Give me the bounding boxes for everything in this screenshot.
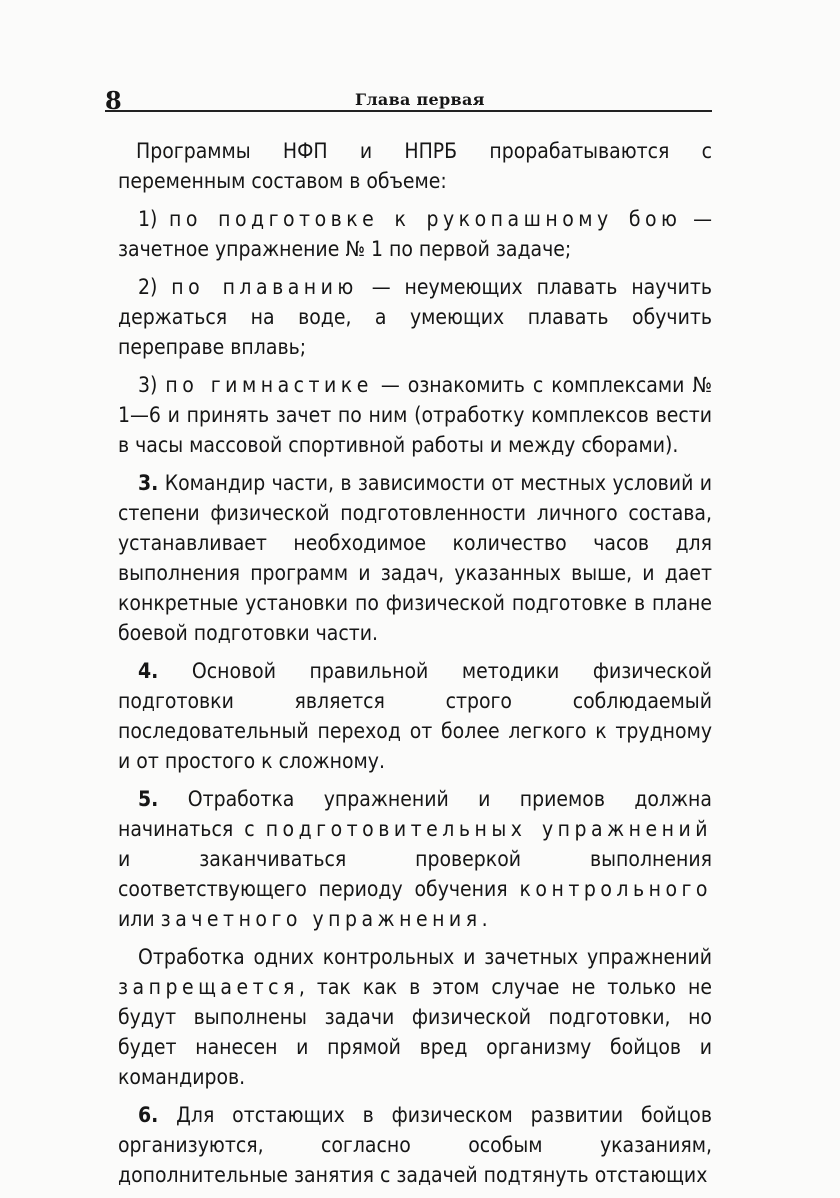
paragraph-number: 4. xyxy=(138,659,159,683)
header-rule xyxy=(105,110,712,112)
list-item-text: — неумеющих плавать научить держаться на воде, а умеющих плавать обучить переправе вплавь; xyxy=(118,275,713,359)
paragraph-number: 5. xyxy=(138,787,159,811)
emphasis-spaced: контрольного xyxy=(519,877,712,901)
paragraph-text: Программы НФП и НПРБ прорабатываются с переменным составом в объеме: xyxy=(118,139,712,193)
list-item-text: — зачетное упражнение № 1 по первой задаче; xyxy=(118,207,713,261)
page-number: 8 xyxy=(105,86,122,115)
paragraph-text: Основой правильной методики физической подготовки является строго соблюдаемый последовательный переход от более легкого к трудному и от простого к сложному. xyxy=(118,659,712,773)
list-item-text: — ознакомить с комплексами № 1—6 и принять зачет по ним (отработку комплексов вести в часы массовой спортивной работы и между сборами). xyxy=(118,373,713,457)
paragraph-number: 3. xyxy=(138,471,159,495)
list-item-gymnastics xyxy=(118,370,712,460)
body-text xyxy=(118,136,712,1198)
paragraph-text: Отработка упражнений и приемов должна начинаться с xyxy=(118,787,712,841)
paragraph-text: или xyxy=(118,907,161,931)
paragraph-5-continued xyxy=(118,942,712,1092)
paragraph-text: , так как в этом случае не только не будут выполнены задачи физической подготовки, но будет нанесен и прямой вред организму бойцов и командиров. xyxy=(118,975,712,1089)
paragraph-intro xyxy=(118,136,712,196)
emphasis-spaced: зачетного упражнения xyxy=(160,907,482,931)
paragraph-text: Для отстающих в физическом развитии бойцов организуются, согласно особым указаниям, дополнительные занятия с задачей подтянуть отстающих xyxy=(118,1103,712,1187)
emphasis-spaced: подготовительных упражнений xyxy=(265,817,712,841)
list-marker: 1) xyxy=(138,207,170,231)
running-title: Глава первая xyxy=(355,90,485,109)
paragraph-number: 6. xyxy=(138,1103,159,1127)
emphasis-spaced: по гимнастике xyxy=(165,373,373,397)
list-marker: 3) xyxy=(138,373,166,397)
paragraph-text: Отработка одних контрольных и зачетных упражнений xyxy=(138,945,712,969)
paragraph-text: и заканчиваться проверкой выполнения соответствующего периоду обучения xyxy=(118,847,712,901)
emphasis-spaced: по подготовке к рукопашному бою xyxy=(169,207,682,231)
paragraph-5 xyxy=(118,784,712,934)
paragraph-4 xyxy=(118,656,712,776)
list-item-swimming xyxy=(118,272,712,362)
paragraph-text: Командир части, в зависимости от местных условий и степени физической подготовленности личного состава, устанавливает необходимое количество часов для выполнения программ и задач, указанных выше, и дает конкретные установки по физической подготовке в плане боевой подготовки части. xyxy=(118,471,712,645)
emphasis-spaced: запрещается xyxy=(118,975,299,999)
list-marker: 2) xyxy=(138,275,172,299)
page-header xyxy=(105,86,712,115)
paragraph-3 xyxy=(118,468,712,648)
paragraph-6 xyxy=(118,1100,712,1190)
emphasis-spaced: по плаванию xyxy=(171,275,358,299)
list-item-hand-to-hand xyxy=(118,204,712,264)
paragraph-text: . xyxy=(481,907,488,931)
